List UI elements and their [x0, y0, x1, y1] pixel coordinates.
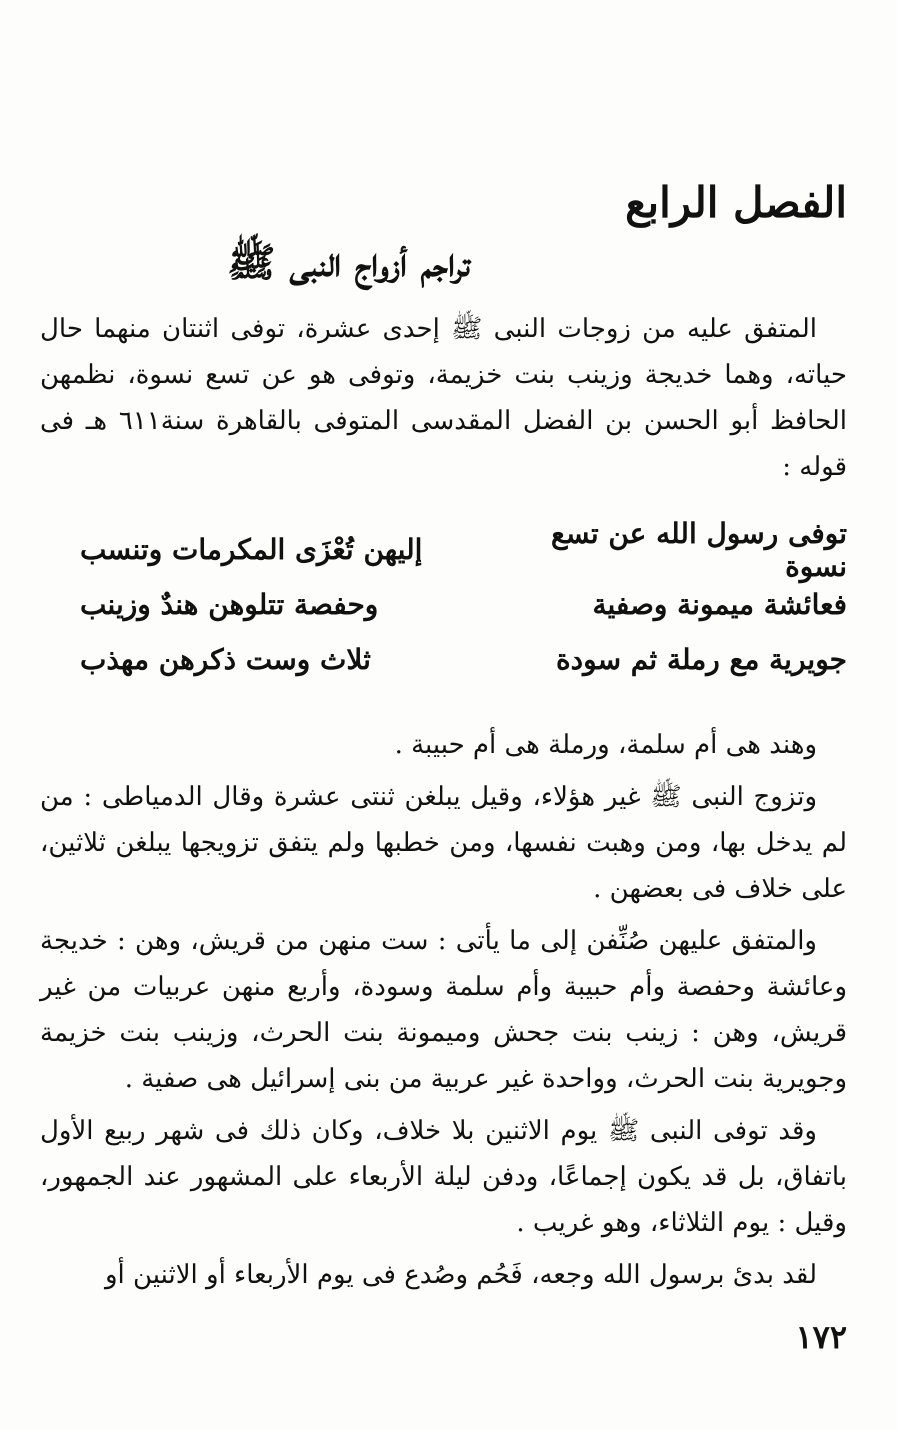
paragraph: والمتفق عليهن صُنِّفن إلى ما يأتى : ست منهن من قريش، وهن : خديجة وعائشة وحفصة وأم حبيبة وأم سلمة وسودة، وأربع منهن عربيات من غير قريش، وهن : زينب بنت جحش وميمونة بنت الحرث، وزينب بنت خزيمة وجويرية بنت الحرث، وواحدة غير عربية من بنى إسرائيل هى صفية .	[40, 926, 847, 1094]
page-number: ١٧٢	[795, 1318, 847, 1356]
paragraph: لقد بدئ برسول الله وجعه، فَحُم وصُدع فى يوم الأربعاء أو الاثنين أو	[104, 1260, 817, 1290]
verse-first-half: فعائشة ميمونة وصفية	[592, 588, 847, 621]
chapter-heading: الفصل الرابع	[625, 178, 847, 227]
verse-first-half: جويرية مع رملة ثم سودة	[555, 643, 847, 676]
verse-line	[80, 516, 847, 583]
book-page	[40, 0, 847, 1429]
intro-block	[40, 306, 847, 490]
paragraph: وقد توفى النبى ﷺ يوم الاثنين بلا خلاف، وكان ذلك فى شهر ربيع الأول باتفاق، بل قد يكون إجماعًا، ودفن ليلة الأربعاء على المشهور عند الجمهور، وقيل : يوم الثلاثاء، وهو غريب .	[40, 1116, 847, 1238]
verse-line	[80, 632, 847, 687]
paragraph: وهند هى أم سلمة، ورملة هى أم حبيبة .	[394, 730, 817, 760]
verse-second-half: ثلاث وست ذكرهن مهذب	[80, 643, 371, 676]
verse-second-half: إليهن تُعْزَى المكرمات وتنسب	[80, 533, 423, 566]
section-title: تراجم أزواج النبى ﷺ	[227, 239, 470, 286]
intro-paragraph: المتفق عليه من زوجات النبى ﷺ إحدى عشرة، توفى اثنتان منهما حال حياته، وهما خديجة وزينب بنت خزيمة، وتوفى هو عن تسع نسوة، نظمهن الحافظ أبو الحسن بن الفضل المقدسى المتوفى بالقاهرة سنة٦١١ هـ فى قوله :	[40, 314, 847, 482]
verse-line	[80, 577, 847, 632]
main-text	[40, 722, 847, 1304]
verse-first-half: توفى رسول الله عن تسع نسوة	[550, 516, 847, 583]
paragraph: وتزوج النبى ﷺ غير هؤلاء، وقيل يبلغن ثنتى عشرة وقال الدمياطى : من لم يدخل بها، ومن وهبت نفسها، ومن خطبها ولم يتفق تزويجها يبلغن ثلاثين، على خلاف فى بعضهن .	[40, 782, 847, 904]
verse-second-half: وحفصة تتلوهن هندٌ وزينب	[80, 588, 379, 621]
poem	[80, 516, 847, 687]
